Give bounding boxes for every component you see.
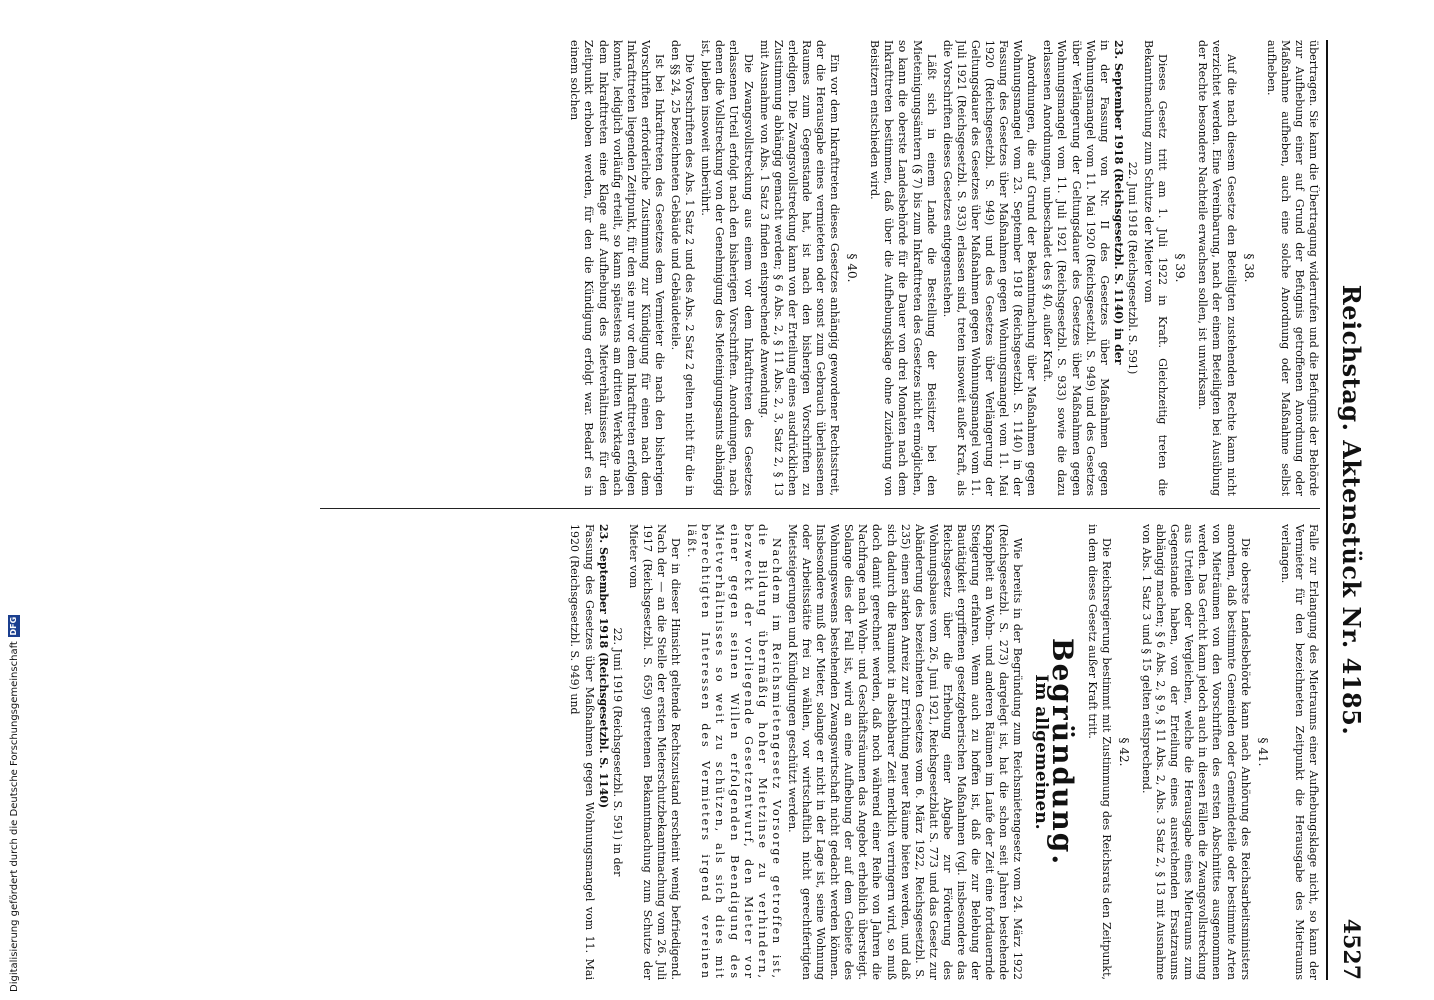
page-header	[1326, 40, 1374, 980]
section-heading: § 38.	[1241, 253, 1256, 283]
date-line-bold: 23. September 1918 (Reichsgesetzbl. S. 1140) in der	[1111, 40, 1125, 365]
paragraph: Läßt sich in einem Lande die Bestellung der Beisitzer bei den Mieteinigungsämtern (§ 7) bis zum Inkrafttreten des Gesetzes nicht ermöglichen, so kann die oberste Landesbehörde für die Dauer von drei Monaten nach dem Inkrafttreten bestimmen, daß über die Aufhebungsklage ohne Zuziehung von Beisitzern entschieden wird.	[868, 40, 938, 496]
section-heading: § 40.	[845, 253, 860, 283]
paragraph: Ein vor dem Inkrafttreten dieses Gesetzes anhängig gewordener Rechtsstreit, der die Herausgabe eines vermieteten oder sonst zum Gebrauch überlassenen Raumes zum Gegenstande hat, ist nach den bisherigen Vorschriften zu erledigen. Die Zwangsvollstreckung kann von der Erteilung eines ausdrücklichen Zustimmung abhängig gemacht werden; § 6 Abs. 2, § 11 Abs. 2, 3, Satz 2, § 13 mit Ausnahme von Abs. 1 Satz 3 finden entsprechende Anwendung.	[757, 40, 842, 496]
credit-text: Digitalisierung gefördert durch die Deutsche Forschungsgemeinschaft	[8, 641, 20, 992]
main-heading: Begründung.	[1045, 637, 1079, 867]
paragraph: Falle zur Erlangung des Mietraums einer Aufhebungsklage nicht, so kann der Vermieter für den bezeichneten Zeitpunkt die Herausgabe des Mietraums verlangen.	[1278, 524, 1320, 980]
section-heading: § 39.	[1173, 253, 1188, 283]
paragraph: Nachdem im Reichsmietengesetz Vorsorge getroffen ist, die Bildung übermäßig hoher Mietzinse zu verhindern, bezweckt der vorliegende Gesetzentwurf, den Mieter vor einer gegen seinen Willen erfolgenden Beendigung des Mietverhältnisses so weit zu schützen, als sich dies mit berechtigten Interessen des Vermieters irgend vereinen läßt.	[685, 524, 783, 980]
paragraph: Auf die nach diesem Gesetze den Beteiligten zustehenden Rechte kann nicht verzichtet werden. Eine Vereinbarung, nach der einem Beteiligten bei Ausübung der Rechte besondere Nachteile erwachsen sollen, ist unwirksam.	[1196, 40, 1238, 496]
paragraph: Die Vorschriften des Abs. 1 Satz 2 und des Abs. 2 Satz 2 gelten nicht für die in den §§ 24, 25 bezeichneten Gebäude und Gebäudeteile.	[669, 40, 697, 496]
paragraph: übertragen. Sie kann die Übertragung widerrufen und die Befugnis der Behörde zur Aufhebung einer auf Grund der Befugnis getroffenen Anordnung oder Maßnahme aufheben, auch eine solche Anordnung oder Maßnahme selbst aufheben.	[1264, 40, 1320, 496]
sub-heading: Im allgemeinen.	[1031, 674, 1052, 830]
paragraph: Die Reichsregierung bestimmt mit Zustimmung des Reichsrats den Zeitpunkt, in dem dieses Gesetz außer Kraft tritt.	[1085, 524, 1113, 980]
paragraph: in der Fassung von Nr. II des Gesetzes über Maßnahmen gegen Wohnungsmangel vom 11. Mai 1920 (Reichsgesetzbl. S. 949) und des Gesetzes über Verlängerung der Geltungsdauer des Gesetzes über Maßnahmen gegen Wohnungsmangel vom 11. Juli 1921 (Reichsgesetzbl. S. 933) sowie die dazu erlassenen Anordnungen, unbeschadet des § 40, außer Kraft.	[1041, 40, 1111, 496]
column-divider	[320, 508, 1320, 509]
paragraph: Fassung des Gesetzes über Maßnahmen gegen Wohnungsmangel vom 11. Mai 1920 (Reichsgesetzbl. S. 949) und	[568, 524, 596, 980]
paragraph: Anordnungen, die auf Grund der Bekanntmachung über Maßnahmen gegen Wohnungsmangel vom 23. September 1918 (Reichsgesetzbl. S. 1140) in der Fassung des Gesetzes über Maßnahmen gegen Wohnungsmangel vom 11. Mai 1920 (Reichsgesetzbl. S. 949) und des Gesetzes über Verlängerung der Geltungsdauer des Gesetzes über Maßnahmen gegen Wohnungsmangel vom 11. Juli 1921 (Reichsgesetzbl. S. 933) erlassen sind, treten insoweit außer Kraft, als die Vorschriften dieses Gesetzes entgegenstehen.	[940, 40, 1039, 496]
dfg-logo-icon: DFG	[9, 616, 18, 636]
section-heading: § 41.	[1255, 737, 1270, 767]
paragraph: Ist bei Inkrafttreten des Gesetzes dem Vermieter die nach den bisherigen Vorschriften erforderliche Zustimmung zur Kündigung für einen nach dem Inkrafttreten liegenden Zeitpunkt, für den sie nur vor dem Inkrafttreten erfolgen konnte, lediglich vorläufig erteilt, so kann spätestens am dritten Werktage nach dem Inkrafttreten eine Klage auf Aufhebung des Mietverhältnisses für den Zeitpunkt erhoben werden, für den die Kündigung erfolgt war. Bedarf es in einem solchen	[568, 40, 666, 496]
right-column	[10, 524, 1320, 980]
left-column	[10, 40, 1320, 496]
paragraph: Dieses Gesetz tritt am 1. Juli 1922 in Kraft. Gleichzeitig treten die Bekanntmachung zum Schutze der Mieter vom	[1142, 40, 1170, 496]
section-heading: § 42.	[1116, 737, 1131, 767]
paragraph: Die Zwangsvollstreckung aus einem vor dem Inkrafttreten des Gesetzes erlassenen Urteil erfolgt nach den bisherigen Vorschriften. Anordnungen, nach denen die Vollstreckung von der Genehmigung des Mieteinigungsamts abhängig ist, bleiben insoweit unberührt.	[699, 40, 755, 496]
date-line: 22. Juni 1918 (Reichsgesetzbl. S. 591)	[1125, 161, 1139, 375]
paragraph: Die oberste Landesbehörde kann nach Anhörung des Reichsarbeitsministers anordnen, daß bestimmte Gemeinden oder Gemeindeteile oder bestimmte Arten von Mieträumen von den Vorschriften des ersten Abschnittes ausgenommen werden. Das Gericht kann jedoch auch in diesen Fällen die Zwangsvollstreckung aus Urteilen oder Vergleichen, welche die Herausgabe eines Mietraums zum Gegenstande haben, von der Erteilung eines ausreichenden Ersatzraums abhängig machen; § 6 Abs. 2, § 9, § 11 Abs. 2, Abs. 3 Satz 2, § 13 mit Ausnahme von Abs. 1 Satz 3 und § 15 gelten entsprechend.	[1139, 524, 1252, 980]
paragraph: Der in dieser Hinsicht geltende Rechtszustand erscheint wenig befriedigend. Nach der — an die Stelle der ersten Mieterschutzbekanntmachung vom 26. Juli 1917 (Reichsgesetzbl. S. 659) getretenen Bekanntmachung zum Schutze der Mieter vom	[626, 524, 683, 980]
page-number: 4527	[1338, 918, 1364, 980]
page-title: Reichstag. Aktenstück Nr. 4185.	[1337, 284, 1366, 736]
paragraph: Wie bereits in der Begründung zum Reichsmietengesetz vom 24. März 1922 (Reichsgesetzbl. S. 273) dargelegt ist, hat die schon seit Jahren bestehende Knappheit an Wohn- und anderen Räumen im Laufe der Zeit eine fortdauernde Steigerung erfahren. Wenn auch zu hoffen ist, daß die zur Belebung der Bautätigkeit ergriffenen gesetzgeberischen Maßnahmen (vgl. insbesondere das Reichsgesetz über die Erhebung einer Abgabe zur Förderung des Wohnungsbaues vom 26. Juni 1921, Reichsgesetzblatt S. 773 und das Gesetz zur Abänderung des bezeichneten Gesetzes vom 6. März 1922, Reichsgesetzbl. S. 235) einen starken Anreiz zur Errichtung neuer Räume bieten werden, und daß sich dadurch die Raumnot in absehbarer Zeit merklich verringern wird, so muß doch damit gerechnet werden, daß noch während einer Reihe von Jahren die Nachfrage nach Wohn- und Geschäftsräumen das Angebot erheblich übersteigt. Solange dies der Fall ist, wird an eine Aufhebung der auf dem Gebiete des Wohnungswesens bestehenden Zwangswirtschaft nicht gedacht werden können. Insbesondere muß der Mieter, solange er nicht in der Lage ist, seine Wohnung oder Arbeitsstätte frei zu wählen, vor wirtschaftlich nicht gerechtfertigten Mietsteigerungen und Kündigungen geschützt werden.	[785, 524, 1025, 980]
digitization-credit	[6, 612, 22, 992]
date-line-bold: 23. September 1918 (Reichsgesetzbl. S. 1140)	[596, 524, 610, 809]
date-line: 22. Juni 1919 (Reichsgesetzbl. S. 591) in der	[610, 627, 624, 877]
